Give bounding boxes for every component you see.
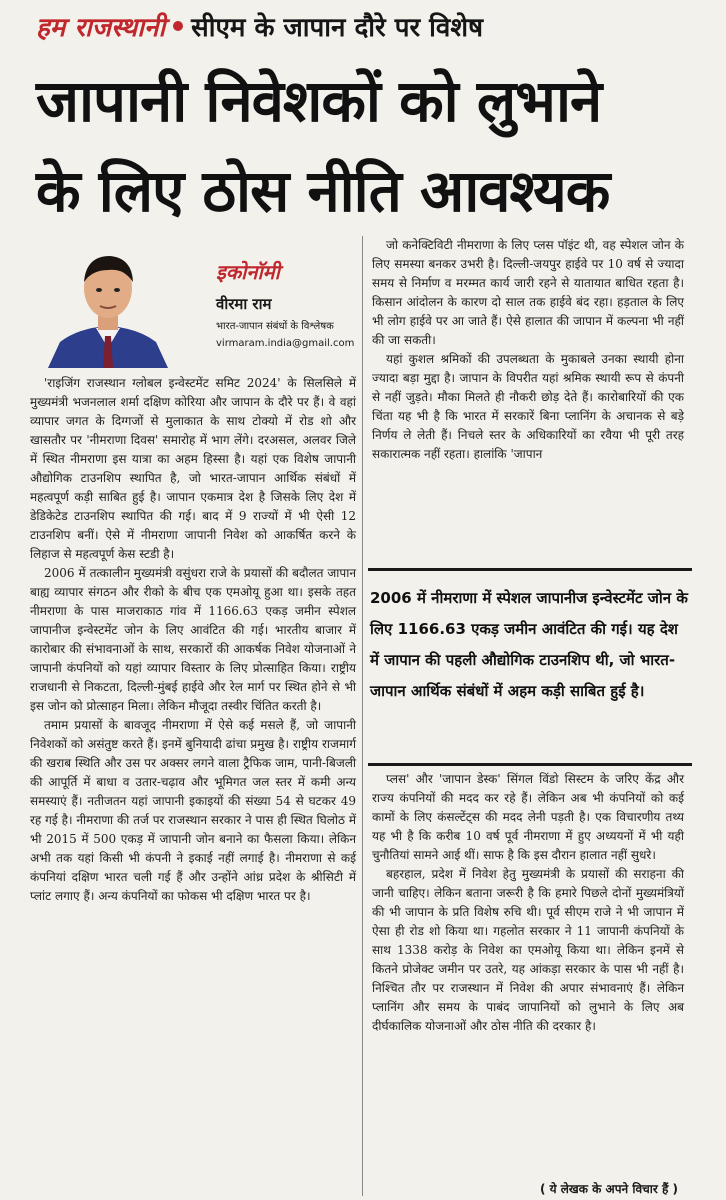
pull-quote xyxy=(368,568,692,766)
disclaimer: ( ये लेखक के अपने विचार हैं ) xyxy=(540,1182,678,1196)
kicker-brand: हम राजस्थानी xyxy=(36,13,166,43)
author-role: भारत-जापान संबंधों के विश्लेषक xyxy=(216,321,334,332)
kicker-text: सीएम के जापान दौरे पर विशेष xyxy=(191,13,484,43)
headline-line-1: जापानी निवेशकों को लुभाने xyxy=(36,67,602,135)
right-column-bottom xyxy=(372,770,684,1036)
paragraph: तमाम प्रयासों के बावजूद नीमराणा में ऐसे कई मसले हैं, जो जापानी निवेशकों को असंतुष्ट करते हैं। इनमें बुनियादी ढांचा प्रमुख है। राष्ट्रीय राजमार्ग की खराब स्थिति और उस पर अक्सर लगने वाला ट्रैफिक जाम, पानी-बिजली की आपूर्ति में बाधा व उतार-चढ़ाव और भूमिगत जल स्तर में कमी अन्य समस्याएं हैं। नतीजतन यहां जापानी इकाइयों की संख्या 54 से घटकर 49 रह गई है। नीमराणा की तर्ज पर राजस्थान सरकार ने पास ही स्थित घिलोठ में भी 2015 में 500 एकड़ में जापानी जोन बनाने का फैसला किया। लेकिन अभी तक यहां किसी भी कंपनी ने इकाई नहीं लगाई है। नीमराणा से कई कंपनियां दक्षिण भारत चली गई हैं और उन्होंने आंध्र प्रदेश के श्रीसिटी में प्लांट लगाए हैं। अन्य कंपनियों का फोकस भी दक्षिण भारत पर है। xyxy=(30,718,356,903)
author-portrait xyxy=(38,246,178,368)
author-name: वीरमा राम xyxy=(216,295,272,313)
section-label: इकोनॉमी xyxy=(216,260,280,284)
kicker xyxy=(36,6,716,46)
byline-box xyxy=(30,238,355,368)
paragraph: प्लस' और 'जापान डेस्क' सिंगल विंडो सिस्टम के जरिए केंद्र और राज्य कंपनियों की मदद कर रहे हैं। लेकिन अब भी कंपनियों को कई कामों के लिए कंसल्टेंट्स की मदद लेनी पड़ती है। एक विचारणीय तथ्य यह भी है कि करीब 10 वर्ष पूर्व नीमराणा में हुए अध्ययनों में भी यही चुनौतियां सामने आई थीं। साफ है कि इस दौरान हालात नहीं सुधरे। xyxy=(372,772,684,862)
right-column-top xyxy=(372,236,684,464)
paragraph: जो कनेक्टिविटी नीमराणा के लिए प्लस पॉइंट थी, वह स्पेशल जोन के लिए समस्या बनकर उभरी है। दिल्ली-जयपुर हाईवे पर 10 वर्ष से ज्यादा समय से निर्माण व मरम्मत कार्य जारी रहने से यातायात बाधित रहता है। किसान आंदोलन के कारण दो साल तक हाईवे बंद रहा। हड़ताल के लिए भी लोग हाईवे पर आ जाते हैं। ऐसे हालात की जापान में कल्पना भी नहीं की जा सकती। xyxy=(372,238,684,347)
headline xyxy=(36,56,716,236)
headline-line-2: के लिए ठोस नीति आवश्यक xyxy=(36,157,610,225)
left-column xyxy=(30,374,356,906)
pull-quote-text: 2006 में नीमराणा में स्पेशल जापानीज इन्वेस्टमेंट जोन के लिए 1166.63 एकड़ जमीन आवंटित की गई। यह देश में जापान की पहली औद्योगिक टाउनशिप थी, जो भारत-जापान आर्थिक संबंधों में अहम कड़ी साबित हुई है। xyxy=(370,589,688,700)
column-divider xyxy=(362,236,363,1196)
bullet-dot-icon xyxy=(173,21,183,31)
paragraph: 2006 में तत्कालीन मुख्यमंत्री वसुंधरा राजे के प्रयासों की बदौलत जापान बाह्य व्यापार संगठन और रीको के बीच एक एमओयू हुआ था। इसके तहत नीमराणा के पास माजराकाठ गांव में 1166.63 एकड़ जमीन स्पेशल जापानीज इन्वेस्टमेंट जोन के लिए आवंटित की गई। भारतीय बाजार में कारोबार की संभावनाओं के साथ, सरकारों की आकर्षक निवेश योजनाओं ने जापानी कंपनियों को यहां व्यापार विस्तार के लिए प्रोत्साहित किया। राष्ट्रीय राजधानी से निकटता, दिल्ली-मुंबई हाईवे और रेल मार्ग पर स्थित होने से भी इस जोन को प्रोत्साहन मिला। लेकिन मौजूदा तस्वीर चिंतित करती है। xyxy=(30,566,356,713)
author-email: virmaram.india@gmail.com xyxy=(216,338,355,349)
paragraph: 'राइजिंग राजस्थान ग्लोबल इन्वेस्टमेंट समिट 2024' के सिलसिले में मुख्यमंत्री भजनलाल शर्मा दक्षिण कोरिया और जापान के दौरे पर हैं। वे वहां व्यापार जगत के दिग्गजों से मुलाकात के साथ टोक्यो में रोड शो और खासतौर पर 'नीमराणा दिवस' समारोह में भाग लेंगे। दरअसल, अलवर जिले में स्थित नीमराणा इस यात्रा का अहम हिस्सा है। यहां एक विशेष जापानी औद्योगिक टाउनशिप स्थापित है, जो भारत-जापान आर्थिक संबंधों में महत्वपूर्ण कड़ी साबित हुई है। जापान एकमात्र देश है जिसके लिए देश में डेडिकेटेड टाउनशिप स्थापित की गई। बाद में 9 राज्यों में भी ऐसी 12 टाउनशिप बनीं। ऐसे में नीमराणा जापानी निवेश को आकर्षित करने के लिहाज से महत्वपूर्ण केस स्टडी है। xyxy=(30,376,356,561)
paragraph: यहां कुशल श्रमिकों की उपलब्धता के मुकाबले उनका स्थायी होना ज्यादा बड़ा मुद्दा है। जापान के विपरीत यहां श्रमिक स्थायी रूप से कंपनी से नहीं जुड़ते। मौका मिलते ही नौकरी छोड़ देते हैं। कारोबारियों की एक चिंता यह भी है कि भारत में सरकारें बिना प्लानिंग के अचानक से बड़े निर्णय ले लेती हैं। निचले स्तर के अधिकारियों का रवैया भी पूरी तरह सकारात्मक नहीं रहता। हालांकि 'जापान xyxy=(372,352,684,461)
paragraph: बहरहाल, प्रदेश में निवेश हेतु मुख्यमंत्री के प्रयासों की सराहना की जानी चाहिए। लेकिन बताना जरूरी है कि हमारे पिछले दोनों मुख्यमंत्रियों की भी जापान के प्रति विशेष रुचि थी। पूर्व सीएम राजे ने भी जापान में ऐसा ही रोड शो किया था। गहलोत सरकार ने 11 जापानी कंपनियों के साथ 1338 करोड़ के निवेश का एमओयू किया था। लेकिन इनमें से कितने प्रोजेक्ट जमीन पर उतरे, यह आंकड़ा सरकार के पास भी नहीं है। निश्चित तौर पर राजस्थान में निवेश की अपार संभावनाएं हैं। लेकिन प्लानिंग और समय के पाबंद जापानियों को लुभाने के लिए अब दीर्घकालिक योजनाओं और ठोस नीति की दरकार है। xyxy=(372,867,684,1033)
